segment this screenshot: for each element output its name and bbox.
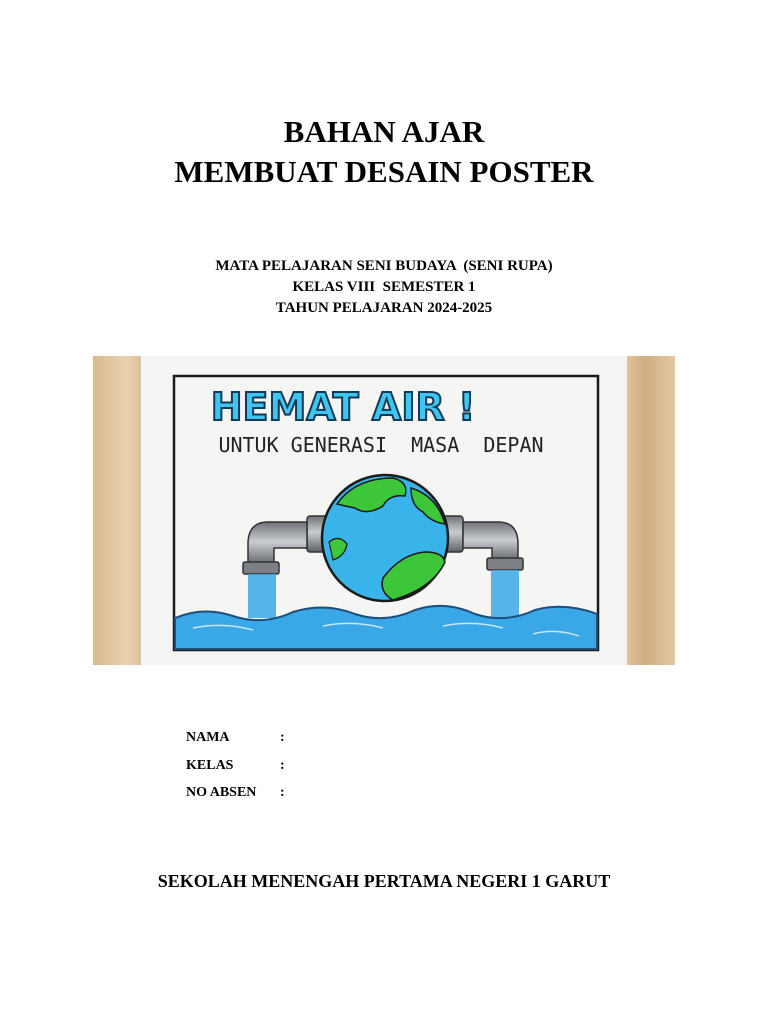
class-semester-line: KELAS VIII SEMESTER 1: [292, 279, 476, 295]
class-label: KELAS: [186, 757, 234, 773]
absence-number-field-row: [186, 785, 290, 813]
right-water-stream: [491, 570, 519, 618]
poster-headline: HEMAT AIR !: [210, 385, 476, 429]
name-colon: :: [280, 730, 285, 745]
poster-illustration: [93, 356, 675, 665]
poster-tagline: UNTUK GENERASI MASA DEPAN: [218, 433, 544, 457]
document-title: [0, 112, 768, 192]
left-water-stream: [248, 574, 276, 618]
title-line-2: MEMBUAT DESAIN POSTER: [174, 154, 594, 189]
absence-number-label: NO ABSEN: [186, 785, 257, 800]
class-field-row: [186, 758, 290, 786]
poster-image: [93, 356, 675, 665]
absence-number-colon: :: [280, 785, 285, 800]
subject-line: MATA PELAJARAN SENI BUDAYA (SENI RUPA): [215, 258, 553, 274]
name-field-row: [186, 730, 290, 758]
school-name: SEKOLAH MENENGAH PERTAMA NEGERI 1 GARUT: [157, 871, 611, 891]
name-label: NAMA: [186, 730, 230, 745]
document-subtitle: [0, 256, 768, 319]
student-identity-fields: [186, 730, 290, 813]
earth-globe-icon: [322, 475, 448, 601]
class-colon: :: [280, 757, 285, 773]
school-year-line: TAHUN PELAJARAN 2024-2025: [275, 300, 493, 316]
title-line-1: BAHAN AJAR: [283, 114, 485, 149]
